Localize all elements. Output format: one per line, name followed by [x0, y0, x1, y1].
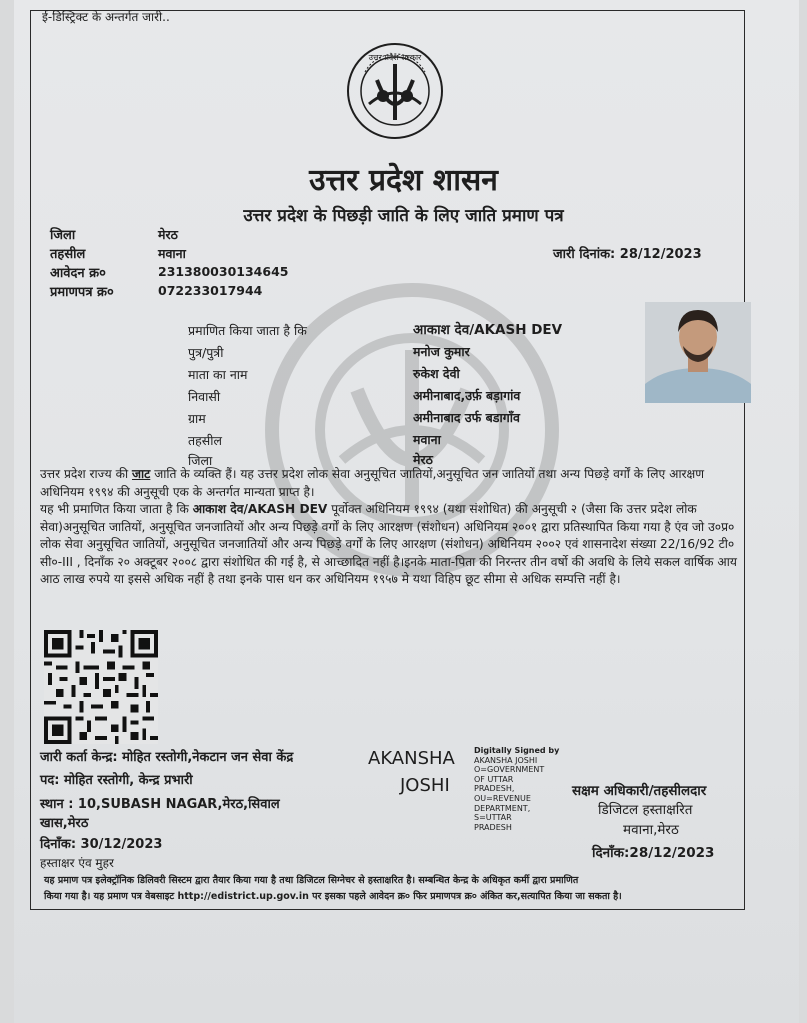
resident-value: अमीनाबाद,उर्फ़ बड़ागांव — [413, 388, 521, 403]
certificate-no-label: प्रमाणपत्र क्र० — [50, 285, 114, 300]
father-name: मनोज कुमार — [413, 344, 470, 359]
issuer-post: पद: मोहित रस्तोगी, केन्द्र प्रभारी — [40, 773, 193, 788]
body-p2-text-b: पूर्वोक्त अधिनियम १९९४ (यथा संशोधित) की अनुसूची २ (जैसा कि उत्तर प्रदेश लोक सेवा)अनुसूचित जातियों, अनुसूचित जनजातियों और अन्य पिछड़े वर्गों के लिए आरक्षण (संशोधन) अधिनियम २००१ द्वारा प्रतिस्थापित किया गया है एंव जो उ०प्र० लोक सेवा अनुसूचित जातियों, अनुसूचित जनजातियों और अन्य पिछड़े वर्गों के लिए आरक्षण (संशोधन) अधिनियम २००२ एवं शासनादेश संख्या 22/16/92 टी० सी०-III , दिनाँक २० अक्टूबर २००८ द्वारा संशोधित की गई है, से आच्छादित नहीं है।इनके माता-पिता की निरन्तर तीन वर्षो की अवधि के लिये सकल वार्षिक आय आठ लाख रुपये या इससे अधिक नहीं है तथा इनके पास धन कर अधिनियम १९५७ मे यथा विहिप छूट सीमा से अधिक सम्पत्ति नहीं है। — [40, 502, 737, 586]
certify-label: प्रमाणित किया जाता है कि — [188, 323, 307, 338]
sig-detail: O=GOVERNMENT — [474, 765, 545, 775]
district-value: मेरठ — [158, 227, 178, 242]
body-applicant-name: आकाश देव/AKASH DEV — [192, 502, 328, 516]
authority-date: दिनाँक:28/12/2023 — [592, 845, 715, 861]
application-no-value: 231380030134645 — [158, 264, 289, 279]
sig-detail: PRADESH — [474, 822, 512, 832]
tehsil-label: तहसील — [50, 247, 86, 262]
qr-code-icon — [44, 630, 158, 744]
issuer-date: दिनाँक: 30/12/2023 — [40, 837, 163, 852]
caste-name: जाट — [131, 467, 151, 481]
sig-detail: OF UTTAR — [474, 774, 514, 784]
district-label: जिला — [50, 228, 76, 243]
issuer-place-line-2: खास,मेरठ — [40, 816, 89, 831]
issuer-sign-label: हस्ताक्षर एंव मुहर — [40, 856, 114, 870]
body-paragraph-2 — [40, 501, 750, 589]
authority-place: मवाना,मेरठ — [623, 822, 679, 838]
authority-title: सक्षम अधिकारी/तहसीलदार — [572, 783, 707, 799]
digital-signature-details — [474, 746, 559, 832]
signer-name-line-1: AKANSHA — [368, 748, 455, 769]
certificate-footer — [32, 873, 755, 905]
issuer-center: जारी कर्ता केन्द्र: मोहित रस्तोगी,नेकटान जन सेवा केंद्र — [40, 750, 294, 765]
person-district-value: मेरठ — [413, 452, 433, 467]
mother-label: माता का नाम — [188, 367, 248, 382]
certificate-body — [40, 466, 750, 589]
applicant-photo-icon — [645, 302, 751, 403]
tehsil-value: मवाना — [158, 246, 186, 261]
sig-detail: OU=REVENUE — [474, 793, 531, 803]
issuer-place-line-1: स्थान : 10,SUBASH NAGAR,मेरठ,सिवाल — [40, 797, 280, 812]
sig-detail: S=UTTAR — [474, 813, 512, 823]
parent-label: पुत्र/पुत्री — [188, 345, 224, 360]
sig-detail: Digitally Signed by — [474, 746, 560, 755]
footer-line-1: यह प्रमाण पत्र इलेक्ट्रॉनिक डिलिवरी सिस्टम द्वारा तैयार किया गया है तथा डिजिटल सिग्नेचर से हस्ताक्षरित है। सम्बन्धित केन्द्र के अधिकृत कर्मी द्वारा प्रमाणित — [44, 875, 579, 886]
emblem-text: उत्तर प्रदेश सरकार — [368, 53, 422, 62]
body-p1-text-b: जाति के व्यक्ति हैं। यह उत्तर प्रदेश लोक सेवा अनुसूचित जातियों,अनुसूचित जन जातियों तथा अन्य पिछड़े वर्गों के लिए आरक्षण अधिनियम १९९४ की अनुसूची एक के अन्तर्गत मान्यता प्राप्त है। — [40, 467, 705, 499]
village-value: अमीनाबाद उर्फ बडागाँव — [413, 410, 520, 425]
person-district-label: जिला — [188, 453, 213, 468]
page-title: उत्तर प्रदेश शासन — [309, 163, 498, 198]
body-p2-text-a: यह भी प्रमाणित किया जाता है कि — [40, 502, 193, 516]
person-tehsil-label: तहसील — [188, 433, 222, 448]
signer-name-line-2: JOSHI — [400, 775, 450, 796]
resident-label: निवासी — [188, 389, 221, 404]
authority-digital-signed: डिजिटल हस्ताक्षरित — [598, 802, 693, 818]
mother-name: रुकेश देवी — [413, 366, 460, 381]
footer-line-2: किया गया है। यह प्रमाण पत्र वेबसाइट http://edistrict.up.gov.in पर इसका पहले आवेदन क्र० फिर प्रमाणपत्र क्र० अंकित कर,सत्यापित किया जा सकता है। — [44, 891, 622, 902]
application-no-label: आवेदन क्र० — [50, 266, 106, 281]
body-paragraph-1 — [40, 466, 750, 501]
person-tehsil-value: मवाना — [413, 432, 441, 447]
sig-detail: AKANSHA JOSHI — [474, 755, 538, 765]
issue-date: जारी दिनांक: 28/12/2023 — [553, 247, 702, 262]
certificate-no-value: 072233017944 — [158, 283, 263, 298]
applicant-name: आकाश देव/AKASH DEV — [413, 322, 563, 338]
body-p1-text-a: उत्तर प्रदेश राज्य की — [40, 467, 132, 481]
village-label: ग्राम — [188, 411, 206, 426]
sig-detail: PRADESH, — [474, 784, 515, 794]
header-note: ई-डिस्ट्रिक्ट के अन्तर्गत जारी.. — [42, 10, 170, 24]
sig-detail: DEPARTMENT, — [474, 803, 531, 813]
certificate-subtitle: उत्तर प्रदेश के पिछड़ी जाति के लिए जाति प्रमाण पत्र — [243, 206, 564, 226]
